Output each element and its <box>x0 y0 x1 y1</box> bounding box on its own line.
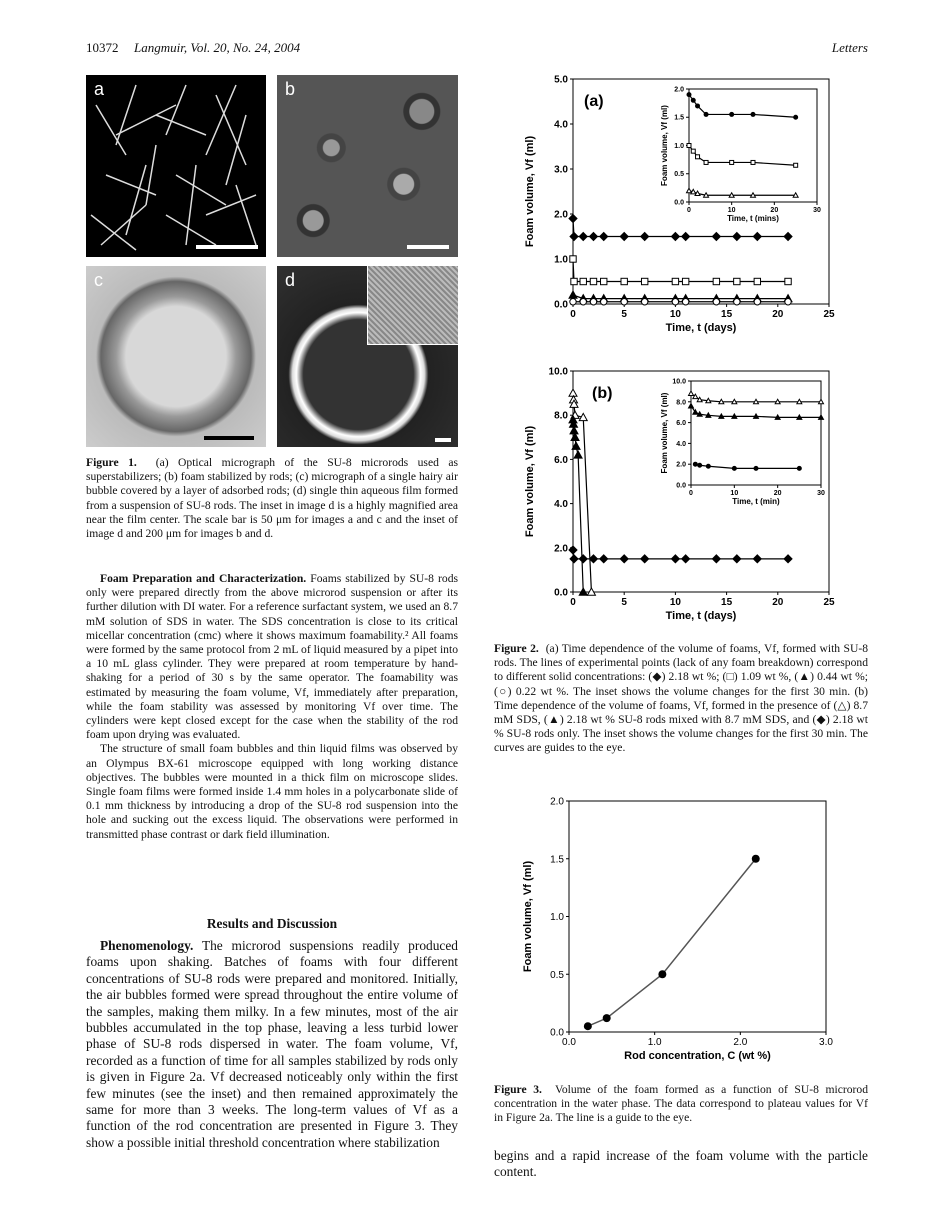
page-number: 10372 <box>86 40 119 55</box>
figure3-chart <box>494 790 846 1080</box>
inset-micrograph <box>367 266 458 345</box>
data-point-triangle <box>570 427 578 434</box>
x-tick-label: 2.0 <box>733 1037 748 1048</box>
data-point-square <box>754 278 760 284</box>
data-point-triangle <box>754 399 759 404</box>
paragraph-heading: Phenomenology. <box>100 938 194 953</box>
x-tick-label: 5 <box>621 597 627 608</box>
x-tick-label: 1.0 <box>647 1037 662 1048</box>
data-point-square <box>704 160 708 164</box>
data-point-triangle <box>569 389 577 396</box>
paragraph-text: The microrod suspensions readily produced foams upon shaking. Batches of foams with four different concentrations of SU-8 rods were prepared and monitored. Initially, the air bubbles formed were spread throughout the entire volume of the samples, making them milky. In a few minutes, most of the air bubbles accumulated in the top phase, leaving a less turbid lower phase of SU-8 rods dispersed in water. The foam volume, Vf, recorded as a function of time for all samples stabilized by rods only is given in Figure 2a. Vf decreased noticeably only within the first few minutes (see the inset) and then remained approximately the same for more than 3 weeks. The long-term values of Vf as a function of the rod concentration are presented in Figure 3. They show a possible initial threshold concentration where stabilization <box>86 938 459 1150</box>
data-point-diamond <box>641 555 649 563</box>
figure3-caption <box>494 1083 868 1126</box>
y-tick-label: 3.0 <box>554 164 568 176</box>
y-axis-label: Foam volume, Vf (ml) <box>660 105 669 186</box>
data-point-square <box>785 278 791 284</box>
figure1-caption <box>86 456 458 541</box>
paragraph-text: The structure of small foam bubbles and thin liquid films was observed by an Olympus BX-61 microscope equipped with long working distance objectives. The bubbles were mounted in a thick film on microscope slides. Single foam films were formed inside 1.4 mm holes in a polycarbonate slide of 0.1 mm thickness by introducing a drop of the SU-8 rod suspension into the hole and sucking out the excess liquid. The observations were performed in transmitted phase contrast or dark field illumination. <box>86 742 458 841</box>
data-point-diamond <box>671 555 679 563</box>
data-point-square <box>682 278 688 284</box>
scale-bar <box>435 438 451 442</box>
data-point-diamond <box>589 233 597 241</box>
section-label: Letters <box>831 40 868 55</box>
y-tick-label: 8.0 <box>554 410 568 422</box>
data-point-circle <box>603 1014 611 1022</box>
data-point-circle <box>706 464 710 468</box>
y-tick-label: 4.0 <box>554 499 568 511</box>
data-point-triangle <box>719 414 724 419</box>
y-tick-label: 2.0 <box>554 543 568 555</box>
data-point-triangle <box>732 399 737 404</box>
x-tick-label: 15 <box>721 309 733 320</box>
data-point-diamond <box>712 233 720 241</box>
y-tick-label: 2.0 <box>674 86 684 94</box>
data-point-circle <box>691 98 695 102</box>
data-point-diamond <box>712 555 720 563</box>
data-point-triangle <box>819 415 824 420</box>
data-point-diamond <box>600 233 608 241</box>
x-tick-label: 0.0 <box>562 1037 576 1048</box>
rods-texture <box>86 75 266 257</box>
y-tick-label: 10.0 <box>548 366 568 378</box>
y-axis-label: Foam volume, Vf (ml) <box>522 860 534 973</box>
y-tick-label: 2.0 <box>676 461 686 469</box>
data-point-circle <box>601 299 607 305</box>
y-tick-label: 2.0 <box>550 796 564 808</box>
data-point-square <box>590 278 596 284</box>
data-point-square <box>696 155 700 159</box>
panel-label-a: a <box>94 79 105 99</box>
panel-label-b: b <box>285 79 296 99</box>
data-point-diamond <box>753 233 761 241</box>
micrograph-panel-c <box>86 266 266 447</box>
y-tick-label: 8.0 <box>676 399 686 407</box>
data-point-diamond <box>569 546 577 554</box>
y-tick-label: 1.5 <box>674 114 684 122</box>
data-point-square <box>641 278 647 284</box>
data-point-square <box>580 278 586 284</box>
data-point-diamond <box>671 233 679 241</box>
data-point-triangle <box>704 193 709 198</box>
scale-bar <box>196 245 258 249</box>
x-tick-label: 10 <box>669 309 681 320</box>
y-tick-label: 0.0 <box>554 299 568 311</box>
data-point-square <box>751 160 755 164</box>
x-tick-label: 10 <box>730 490 739 497</box>
x-tick-label: 30 <box>813 207 821 214</box>
inset-chart <box>660 86 821 222</box>
data-point-diamond <box>733 233 741 241</box>
data-point-triangle <box>706 413 711 418</box>
data-point-circle <box>713 299 719 305</box>
data-point-triangle <box>732 414 737 419</box>
data-point-circle <box>754 299 760 305</box>
data-point-triangle <box>819 399 824 404</box>
data-point-circle <box>785 299 791 305</box>
x-tick-label: 20 <box>773 490 782 497</box>
y-tick-label: 6.0 <box>554 454 568 466</box>
data-point-triangle <box>719 399 724 404</box>
data-point-diamond <box>569 215 577 223</box>
y-tick-label: 4.0 <box>554 119 568 131</box>
data-point-square <box>794 163 798 167</box>
data-point-triangle <box>775 415 780 420</box>
inset-frame <box>689 89 817 202</box>
data-point-triangle <box>691 189 696 194</box>
micrograph-panel-b <box>277 75 458 257</box>
data-point-square <box>713 278 719 284</box>
data-point-triangle <box>574 451 582 458</box>
data-point-circle <box>797 466 801 470</box>
data-point-square <box>691 149 695 153</box>
inset-chart <box>660 378 825 505</box>
data-point-triangle <box>793 193 798 198</box>
paragraph <box>86 572 458 742</box>
paragraph <box>86 938 458 1151</box>
caption-text: (a) Time dependence of the volume of foams, Vf, formed with SU-8 rods. The lines of experimental points (lack of any foam breakdown) correspond to different solid concentrations: (◆) 2.18 wt %; (□) 1.09 wt %, (▲) 0.44 wt %; (○) 0.22 wt %. The inset shows the volume changes for the first 30 min. (b) Time dependence of the volume of foams, Vf, formed in the presence of (△) 8.7 mM SDS, (▲) 2.18 wt % SU-8 rods mixed with 8.7 mM SDS, and (◆) 2.18 wt % SU-8 rods only. The inset shows the volume changes for the first 30 min. The curves are guides to the eye. <box>494 642 869 755</box>
caption-label: Figure 3. <box>494 1083 542 1096</box>
data-point-square <box>734 278 740 284</box>
data-point-circle <box>752 855 760 863</box>
y-tick-label: 4.0 <box>676 440 686 448</box>
data-point-diamond <box>600 555 608 563</box>
data-point-triangle <box>729 193 734 198</box>
data-point-triangle <box>751 193 756 198</box>
data-point-circle <box>751 112 755 116</box>
y-tick-label: 0.5 <box>674 171 684 179</box>
scale-bar <box>204 436 254 440</box>
y-tick-label: 2.0 <box>554 209 568 221</box>
journal-citation: Langmuir, Vol. 20, No. 24, 2004 <box>134 40 301 55</box>
x-tick-label: 25 <box>823 597 835 608</box>
data-point-square <box>601 278 607 284</box>
caption-label: Figure 1. <box>86 456 137 469</box>
plot-frame <box>569 801 826 1032</box>
data-point-diamond <box>589 555 597 563</box>
y-tick-label: 1.0 <box>550 912 564 923</box>
data-point-circle <box>590 299 596 305</box>
data-point-diamond <box>641 233 649 241</box>
data-point-diamond <box>784 233 792 241</box>
x-axis-label: Time, t (days) <box>665 322 737 334</box>
data-point-diamond <box>682 233 690 241</box>
data-point-triangle <box>706 398 711 403</box>
data-point-diamond <box>579 555 587 563</box>
data-point-diamond <box>753 555 761 563</box>
data-point-square <box>672 278 678 284</box>
panel-label: (b) <box>592 385 613 402</box>
data-point-diamond <box>682 555 690 563</box>
data-point-circle <box>730 112 734 116</box>
x-tick-label: 10 <box>727 207 736 214</box>
x-tick-label: 0 <box>689 490 693 497</box>
x-tick-label: 25 <box>823 309 835 320</box>
data-point-triangle <box>797 399 802 404</box>
data-point-circle <box>682 299 688 305</box>
y-axis-label: Foam volume, Vf (ml) <box>524 135 536 248</box>
data-point-circle <box>732 466 736 470</box>
data-point-circle <box>584 1022 592 1030</box>
x-axis-label: Time, t (days) <box>665 610 737 622</box>
y-axis-label: Foam volume, Vf (ml) <box>524 425 536 538</box>
y-tick-label: 1.5 <box>550 854 564 866</box>
data-point-diamond <box>733 555 741 563</box>
x-tick-label: 3.0 <box>819 1037 833 1048</box>
data-point-circle <box>570 299 576 305</box>
results-continuation <box>494 1148 868 1181</box>
x-tick-label: 30 <box>817 490 825 497</box>
x-tick-label: 20 <box>772 597 784 608</box>
y-tick-label: 5.0 <box>554 74 568 86</box>
data-point-circle <box>687 93 691 97</box>
y-axis-label: Foam volume, Vf (ml) <box>660 392 669 474</box>
caption-text: Volume of the foam formed as a function of SU-8 microrod concentration in the water phase. The data correspond to plateau values for Vf in Figure 2a. The line is a guide to the eye. <box>494 1083 868 1125</box>
figure2-caption <box>494 642 868 756</box>
data-point-circle <box>734 299 740 305</box>
data-point-diamond <box>570 555 578 563</box>
data-point-square <box>730 160 734 164</box>
y-tick-label: 0.0 <box>676 482 686 490</box>
data-point-triangle <box>687 188 692 193</box>
micrograph-panel-a <box>86 75 266 257</box>
y-tick-label: 0.5 <box>550 969 564 981</box>
trend-line <box>588 859 756 1026</box>
x-axis-label: Time, t (min) <box>732 496 780 506</box>
data-point-circle <box>672 299 678 305</box>
series-line <box>695 464 799 468</box>
section-title: Results and Discussion <box>206 916 338 931</box>
data-point-circle <box>754 466 758 470</box>
data-point-diamond <box>620 555 628 563</box>
paragraph-heading: Foam Preparation and Characterization. <box>100 572 307 585</box>
data-point-diamond <box>784 555 792 563</box>
x-tick-label: 15 <box>721 597 733 608</box>
data-point-diamond <box>570 233 578 241</box>
data-point-circle <box>621 299 627 305</box>
data-point-triangle <box>754 414 759 419</box>
panel-label: (a) <box>584 93 604 110</box>
data-point-triangle <box>695 191 700 196</box>
results-paragraph <box>86 938 458 1151</box>
paragraph <box>86 742 458 841</box>
caption-label: Figure 2. <box>494 642 539 655</box>
caption-text: (a) Optical micrograph of the SU-8 microrods used as superstabilizers; (b) foam stabilized by rods; (c) micrograph of a single hairy air bubble covered by a layer of adsorbed rods; (d) single thin aqueous film formed from a suspension of SU-8 rods. The inset in image d is a highly magnified area near the film center. The scale bar is 50 μm for images a and c and the inset of image d and 200 μm for images b and d. <box>86 456 458 541</box>
x-tick-label: 0 <box>570 597 576 608</box>
figure2b-chart <box>494 362 846 642</box>
paragraph-text: begins and a rapid increase of the foam volume with the particle content. <box>494 1148 868 1180</box>
data-point-triangle <box>797 415 802 420</box>
data-point-triangle <box>689 403 694 408</box>
y-tick-label: 0.0 <box>674 199 684 207</box>
data-point-circle <box>641 299 647 305</box>
data-point-square <box>570 256 576 262</box>
data-point-circle <box>693 462 697 466</box>
x-tick-label: 20 <box>770 207 779 214</box>
data-point-square <box>687 144 691 148</box>
y-tick-label: 0.0 <box>554 587 568 599</box>
data-point-triangle <box>697 412 702 417</box>
data-point-diamond <box>620 233 628 241</box>
scale-bar <box>407 245 449 249</box>
data-point-triangle <box>775 399 780 404</box>
x-axis-label: Time, t (mins) <box>727 213 779 223</box>
x-tick-label: 0 <box>570 309 576 320</box>
micrograph-panel-d <box>277 266 458 447</box>
x-tick-label: 5 <box>621 309 627 320</box>
data-point-square <box>621 278 627 284</box>
y-tick-label: 1.0 <box>674 142 684 150</box>
data-point-circle <box>696 104 700 108</box>
figure2a-chart <box>494 70 846 360</box>
paragraph-text: Foams stabilized by SU-8 rods only were prepared directly from the above microrod suspension or after its further dilution with DI water. For a reference surfactant system, we used an 8.7 mM solution of SDS in water. The SDS concentration is close to its critical micellar concentration (cmc) where it shows maximum foamability.² All foams were formed by the same protocol from 2 mL of liquid measured by a pipet into a 10 mL glass cylinder. They were prepared at room temperature by hand-shaking for a period of 30 s by the same operator. The foamability was estimated by measuring the foam volume, Vf, immediately after preparation, while the foam stability was assessed by monitoring Vf over time. The cylinders were kept closed except for the case when the stability of the rod foam upon drying was evaluated. <box>86 572 459 742</box>
data-point-circle <box>580 299 586 305</box>
data-point-circle <box>698 463 702 467</box>
data-point-circle <box>704 112 708 116</box>
data-point-triangle <box>569 291 577 298</box>
plot-frame <box>573 79 829 304</box>
y-tick-label: 1.0 <box>554 254 568 266</box>
y-tick-label: 0.0 <box>550 1027 564 1039</box>
x-tick-label: 10 <box>669 597 681 608</box>
y-tick-label: 6.0 <box>676 420 686 428</box>
x-tick-label: 0 <box>687 207 691 214</box>
foam-prep-section <box>86 572 458 842</box>
data-point-triangle <box>689 391 694 396</box>
data-point-square <box>571 278 577 284</box>
data-point-diamond <box>579 233 587 241</box>
data-point-triangle <box>571 433 579 440</box>
data-point-circle <box>794 115 798 119</box>
y-tick-label: 10.0 <box>672 378 686 386</box>
panel-label-d: d <box>285 270 296 290</box>
x-axis-label: Rod concentration, C (wt %) <box>624 1050 771 1062</box>
data-point-circle <box>658 970 666 978</box>
x-tick-label: 20 <box>772 309 784 320</box>
panel-label-c: c <box>94 270 103 290</box>
